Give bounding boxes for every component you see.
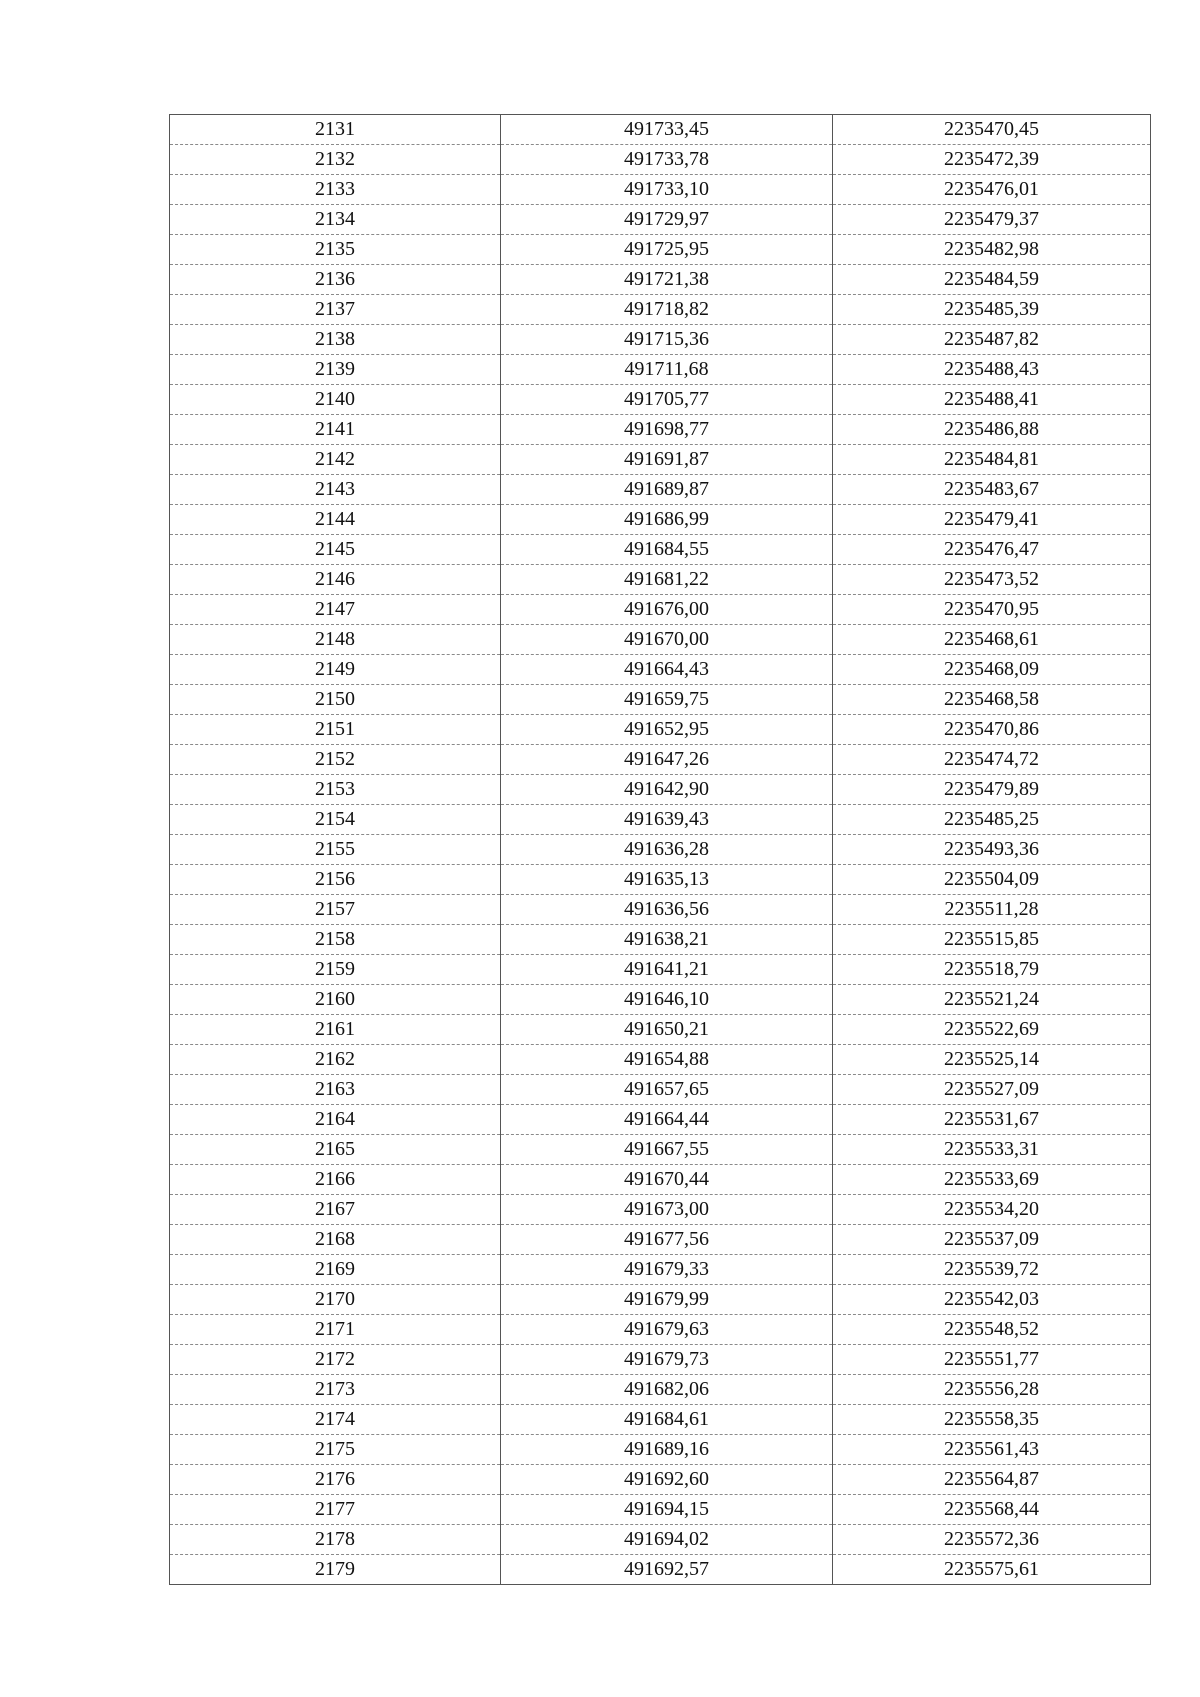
y-coordinate-cell: 2235527,09 — [833, 1075, 1151, 1105]
y-coordinate-cell: 2235470,95 — [833, 595, 1151, 625]
x-coordinate-cell: 491733,10 — [501, 175, 833, 205]
point-number-cell: 2160 — [170, 985, 501, 1015]
x-coordinate-cell: 491698,77 — [501, 415, 833, 445]
table-row — [170, 625, 1151, 655]
point-number-cell: 2174 — [170, 1405, 501, 1435]
point-number-cell: 2165 — [170, 1135, 501, 1165]
table-row — [170, 1165, 1151, 1195]
x-coordinate-cell: 491684,55 — [501, 535, 833, 565]
x-coordinate-cell: 491692,60 — [501, 1465, 833, 1495]
y-coordinate-cell: 2235485,25 — [833, 805, 1151, 835]
table-row — [170, 1075, 1151, 1105]
point-number-cell: 2153 — [170, 775, 501, 805]
point-number-cell: 2138 — [170, 325, 501, 355]
point-number-cell: 2156 — [170, 865, 501, 895]
point-number-cell: 2147 — [170, 595, 501, 625]
x-coordinate-cell: 491636,28 — [501, 835, 833, 865]
table-row — [170, 835, 1151, 865]
table-row — [170, 595, 1151, 625]
y-coordinate-cell: 2235493,36 — [833, 835, 1151, 865]
point-number-cell: 2161 — [170, 1015, 501, 1045]
point-number-cell: 2150 — [170, 685, 501, 715]
table-row — [170, 145, 1151, 175]
point-number-cell: 2133 — [170, 175, 501, 205]
x-coordinate-cell: 491686,99 — [501, 505, 833, 535]
y-coordinate-cell: 2235542,03 — [833, 1285, 1151, 1315]
y-coordinate-cell: 2235533,31 — [833, 1135, 1151, 1165]
table-row — [170, 1195, 1151, 1225]
table-row — [170, 685, 1151, 715]
x-coordinate-cell: 491664,43 — [501, 655, 833, 685]
y-coordinate-cell: 2235479,37 — [833, 205, 1151, 235]
table-row — [170, 1345, 1151, 1375]
table-row — [170, 1225, 1151, 1255]
point-number-cell: 2144 — [170, 505, 501, 535]
table-row — [170, 415, 1151, 445]
y-coordinate-cell: 2235482,98 — [833, 235, 1151, 265]
y-coordinate-cell: 2235485,39 — [833, 295, 1151, 325]
y-coordinate-cell: 2235473,52 — [833, 565, 1151, 595]
y-coordinate-cell: 2235470,45 — [833, 115, 1151, 145]
x-coordinate-cell: 491642,90 — [501, 775, 833, 805]
y-coordinate-cell: 2235575,61 — [833, 1555, 1151, 1585]
x-coordinate-cell: 491682,06 — [501, 1375, 833, 1405]
y-coordinate-cell: 2235470,86 — [833, 715, 1151, 745]
table-row — [170, 1495, 1151, 1525]
y-coordinate-cell: 2235476,01 — [833, 175, 1151, 205]
x-coordinate-cell: 491681,22 — [501, 565, 833, 595]
x-coordinate-cell: 491676,00 — [501, 595, 833, 625]
point-number-cell: 2142 — [170, 445, 501, 475]
table-row — [170, 1555, 1151, 1585]
x-coordinate-cell: 491647,26 — [501, 745, 833, 775]
x-coordinate-cell: 491646,10 — [501, 985, 833, 1015]
table-row — [170, 1435, 1151, 1465]
point-number-cell: 2163 — [170, 1075, 501, 1105]
point-number-cell: 2179 — [170, 1555, 501, 1585]
x-coordinate-cell: 491667,55 — [501, 1135, 833, 1165]
x-coordinate-cell: 491729,97 — [501, 205, 833, 235]
point-number-cell: 2137 — [170, 295, 501, 325]
x-coordinate-cell: 491684,61 — [501, 1405, 833, 1435]
point-number-cell: 2140 — [170, 385, 501, 415]
point-number-cell: 2175 — [170, 1435, 501, 1465]
table-row — [170, 1525, 1151, 1555]
y-coordinate-cell: 2235539,72 — [833, 1255, 1151, 1285]
table-row — [170, 535, 1151, 565]
x-coordinate-cell: 491673,00 — [501, 1195, 833, 1225]
table-row — [170, 1465, 1151, 1495]
point-number-cell: 2139 — [170, 355, 501, 385]
point-number-cell: 2157 — [170, 895, 501, 925]
table-row — [170, 1375, 1151, 1405]
x-coordinate-cell: 491641,21 — [501, 955, 833, 985]
y-coordinate-cell: 2235522,69 — [833, 1015, 1151, 1045]
x-coordinate-cell: 491664,44 — [501, 1105, 833, 1135]
y-coordinate-cell: 2235468,09 — [833, 655, 1151, 685]
y-coordinate-cell: 2235476,47 — [833, 535, 1151, 565]
table-row — [170, 1405, 1151, 1435]
table-row — [170, 295, 1151, 325]
x-coordinate-cell: 491705,77 — [501, 385, 833, 415]
x-coordinate-cell: 491733,45 — [501, 115, 833, 145]
coordinates-table-body — [170, 115, 1151, 1585]
point-number-cell: 2134 — [170, 205, 501, 235]
x-coordinate-cell: 491694,02 — [501, 1525, 833, 1555]
point-number-cell: 2135 — [170, 235, 501, 265]
x-coordinate-cell: 491657,65 — [501, 1075, 833, 1105]
y-coordinate-cell: 2235533,69 — [833, 1165, 1151, 1195]
point-number-cell: 2154 — [170, 805, 501, 835]
table-row — [170, 1285, 1151, 1315]
table-row — [170, 325, 1151, 355]
table-row — [170, 445, 1151, 475]
point-number-cell: 2171 — [170, 1315, 501, 1345]
table-row — [170, 565, 1151, 595]
table-row — [170, 775, 1151, 805]
point-number-cell: 2168 — [170, 1225, 501, 1255]
point-number-cell: 2143 — [170, 475, 501, 505]
x-coordinate-cell: 491718,82 — [501, 295, 833, 325]
y-coordinate-cell: 2235568,44 — [833, 1495, 1151, 1525]
table-row — [170, 1135, 1151, 1165]
y-coordinate-cell: 2235483,67 — [833, 475, 1151, 505]
x-coordinate-cell: 491659,75 — [501, 685, 833, 715]
point-number-cell: 2146 — [170, 565, 501, 595]
table-row — [170, 115, 1151, 145]
y-coordinate-cell: 2235504,09 — [833, 865, 1151, 895]
x-coordinate-cell: 491694,15 — [501, 1495, 833, 1525]
y-coordinate-cell: 2235561,43 — [833, 1435, 1151, 1465]
table-row — [170, 1105, 1151, 1135]
y-coordinate-cell: 2235537,09 — [833, 1225, 1151, 1255]
table-row — [170, 1255, 1151, 1285]
x-coordinate-cell: 491635,13 — [501, 865, 833, 895]
y-coordinate-cell: 2235531,67 — [833, 1105, 1151, 1135]
x-coordinate-cell: 491636,56 — [501, 895, 833, 925]
x-coordinate-cell: 491733,78 — [501, 145, 833, 175]
table-row — [170, 265, 1151, 295]
point-number-cell: 2149 — [170, 655, 501, 685]
table-row — [170, 865, 1151, 895]
point-number-cell: 2172 — [170, 1345, 501, 1375]
y-coordinate-cell: 2235521,24 — [833, 985, 1151, 1015]
table-row — [170, 1315, 1151, 1345]
table-row — [170, 355, 1151, 385]
table-row — [170, 175, 1151, 205]
y-coordinate-cell: 2235525,14 — [833, 1045, 1151, 1075]
point-number-cell: 2145 — [170, 535, 501, 565]
x-coordinate-cell: 491677,56 — [501, 1225, 833, 1255]
x-coordinate-cell: 491638,21 — [501, 925, 833, 955]
table-row — [170, 805, 1151, 835]
y-coordinate-cell: 2235534,20 — [833, 1195, 1151, 1225]
y-coordinate-cell: 2235479,89 — [833, 775, 1151, 805]
x-coordinate-cell: 491679,73 — [501, 1345, 833, 1375]
y-coordinate-cell: 2235564,87 — [833, 1465, 1151, 1495]
point-number-cell: 2177 — [170, 1495, 501, 1525]
point-number-cell: 2151 — [170, 715, 501, 745]
y-coordinate-cell: 2235511,28 — [833, 895, 1151, 925]
x-coordinate-cell: 491650,21 — [501, 1015, 833, 1045]
table-row — [170, 505, 1151, 535]
y-coordinate-cell: 2235515,85 — [833, 925, 1151, 955]
table-row — [170, 745, 1151, 775]
y-coordinate-cell: 2235551,77 — [833, 1345, 1151, 1375]
y-coordinate-cell: 2235486,88 — [833, 415, 1151, 445]
point-number-cell: 2158 — [170, 925, 501, 955]
x-coordinate-cell: 491689,16 — [501, 1435, 833, 1465]
y-coordinate-cell: 2235548,52 — [833, 1315, 1151, 1345]
table-row — [170, 715, 1151, 745]
x-coordinate-cell: 491725,95 — [501, 235, 833, 265]
x-coordinate-cell: 491670,44 — [501, 1165, 833, 1195]
x-coordinate-cell: 491715,36 — [501, 325, 833, 355]
point-number-cell: 2132 — [170, 145, 501, 175]
x-coordinate-cell: 491654,88 — [501, 1045, 833, 1075]
y-coordinate-cell: 2235472,39 — [833, 145, 1151, 175]
y-coordinate-cell: 2235488,43 — [833, 355, 1151, 385]
table-row — [170, 235, 1151, 265]
y-coordinate-cell: 2235518,79 — [833, 955, 1151, 985]
x-coordinate-cell: 491692,57 — [501, 1555, 833, 1585]
table-row — [170, 655, 1151, 685]
y-coordinate-cell: 2235487,82 — [833, 325, 1151, 355]
x-coordinate-cell: 491711,68 — [501, 355, 833, 385]
y-coordinate-cell: 2235572,36 — [833, 1525, 1151, 1555]
x-coordinate-cell: 491679,99 — [501, 1285, 833, 1315]
x-coordinate-cell: 491679,63 — [501, 1315, 833, 1345]
point-number-cell: 2169 — [170, 1255, 501, 1285]
table-row — [170, 205, 1151, 235]
point-number-cell: 2131 — [170, 115, 501, 145]
y-coordinate-cell: 2235484,81 — [833, 445, 1151, 475]
x-coordinate-cell: 491652,95 — [501, 715, 833, 745]
y-coordinate-cell: 2235484,59 — [833, 265, 1151, 295]
point-number-cell: 2136 — [170, 265, 501, 295]
point-number-cell: 2155 — [170, 835, 501, 865]
y-coordinate-cell: 2235556,28 — [833, 1375, 1151, 1405]
x-coordinate-cell: 491691,87 — [501, 445, 833, 475]
table-row — [170, 1045, 1151, 1075]
y-coordinate-cell: 2235468,61 — [833, 625, 1151, 655]
y-coordinate-cell: 2235479,41 — [833, 505, 1151, 535]
x-coordinate-cell: 491721,38 — [501, 265, 833, 295]
table-row — [170, 985, 1151, 1015]
point-number-cell: 2170 — [170, 1285, 501, 1315]
y-coordinate-cell: 2235468,58 — [833, 685, 1151, 715]
x-coordinate-cell: 491689,87 — [501, 475, 833, 505]
point-number-cell: 2162 — [170, 1045, 501, 1075]
table-row — [170, 925, 1151, 955]
point-number-cell: 2166 — [170, 1165, 501, 1195]
table-row — [170, 895, 1151, 925]
y-coordinate-cell: 2235488,41 — [833, 385, 1151, 415]
point-number-cell: 2159 — [170, 955, 501, 985]
table-row — [170, 475, 1151, 505]
y-coordinate-cell: 2235558,35 — [833, 1405, 1151, 1435]
point-number-cell: 2141 — [170, 415, 501, 445]
point-number-cell: 2148 — [170, 625, 501, 655]
point-number-cell: 2164 — [170, 1105, 501, 1135]
y-coordinate-cell: 2235474,72 — [833, 745, 1151, 775]
point-number-cell: 2176 — [170, 1465, 501, 1495]
table-row — [170, 955, 1151, 985]
table-row — [170, 1015, 1151, 1045]
x-coordinate-cell: 491670,00 — [501, 625, 833, 655]
point-number-cell: 2152 — [170, 745, 501, 775]
point-number-cell: 2167 — [170, 1195, 501, 1225]
x-coordinate-cell: 491679,33 — [501, 1255, 833, 1285]
table-row — [170, 385, 1151, 415]
coordinates-table — [169, 114, 1151, 1585]
x-coordinate-cell: 491639,43 — [501, 805, 833, 835]
point-number-cell: 2173 — [170, 1375, 501, 1405]
point-number-cell: 2178 — [170, 1525, 501, 1555]
